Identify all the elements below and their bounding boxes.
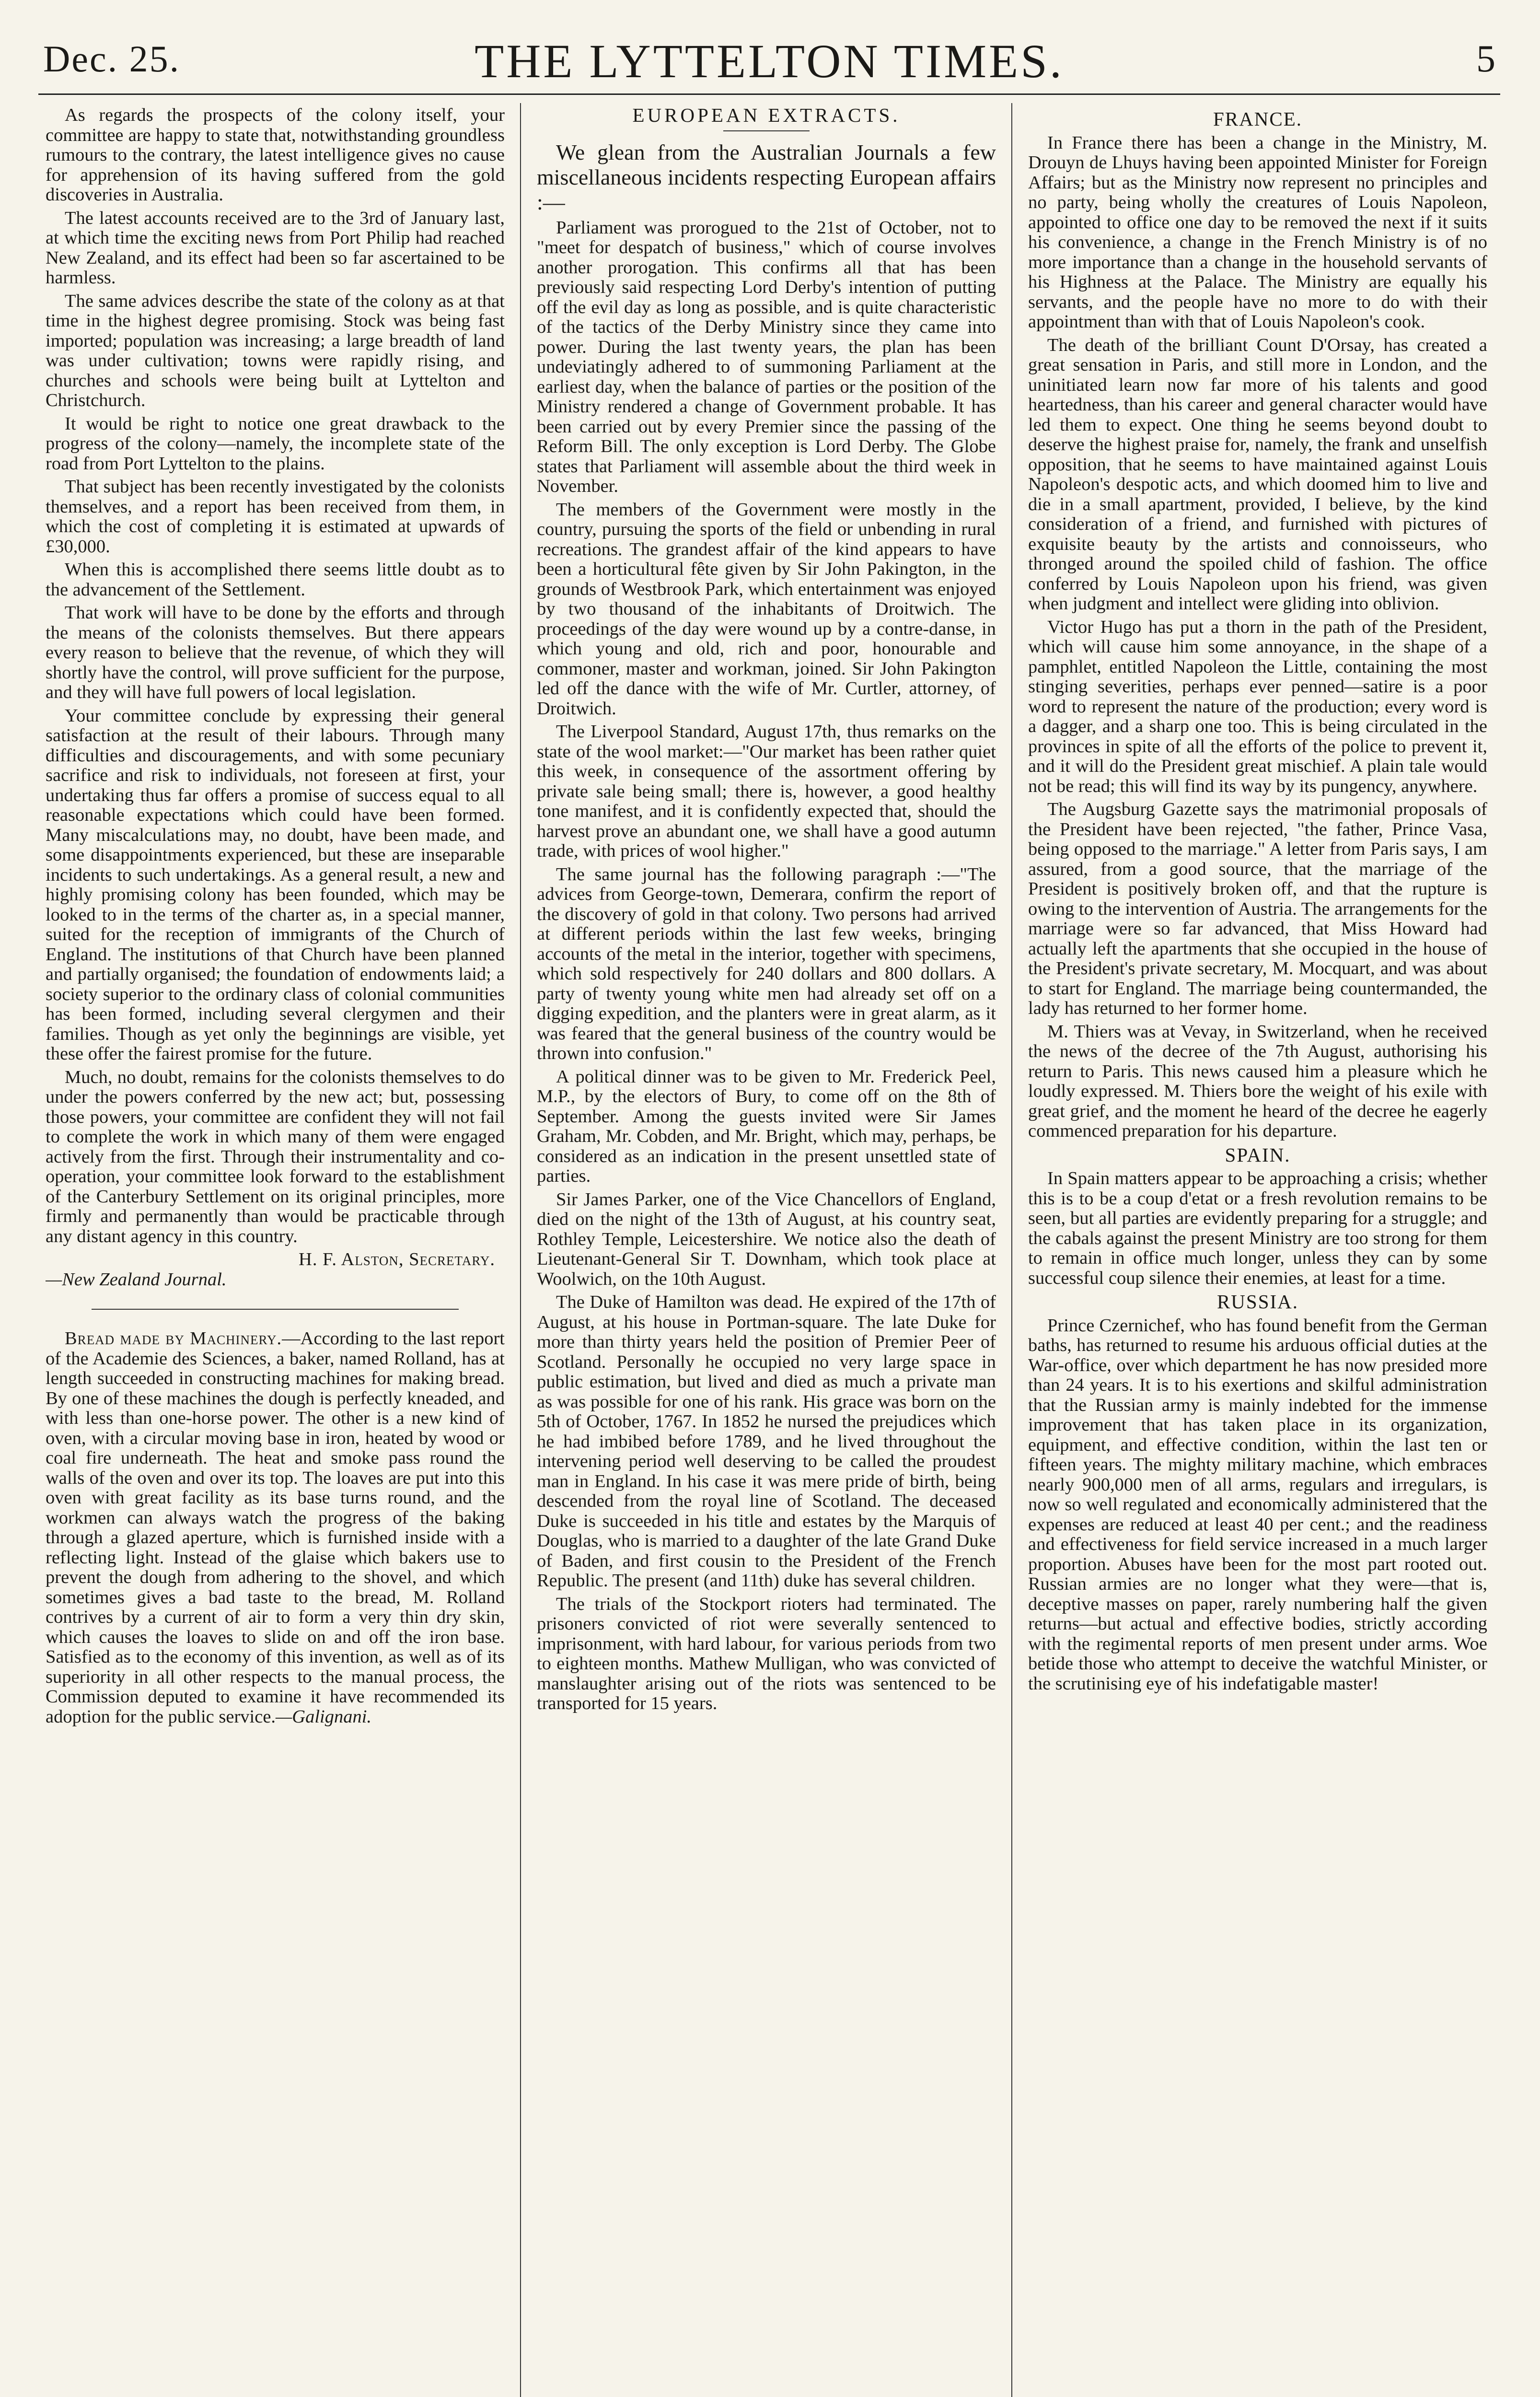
- article-paragraph: Sir James Parker, one of the Vice Chancellors of England, died on the night of the 13th of August, at his country seat, Rothley Temple, Leicestershire. We notice also the death of Lieutenant-General Sir T. Downham, which took place at Woolwich, on the 10th August.: [537, 1189, 996, 1289]
- article-paragraph: Parliament was prorogued to the 21st of October, not to "meet for despatch of business," which of course involves another prorogation. This confirms all that has been previously said respecting Lord Derby's intention of putting off the evil day as long as possible, and is quite characteristic of the tactics of the Derby Ministry since they came into power. During the last twenty years, the plan has been undeviatingly adhered to of summoning Parliament at the earliest day, when the balance of parties or the position of the Ministry rendered a change of Government probable. It has been carried out by every Premier since the passing of the Reform Bill. The only exception is Lord Derby. The Globe states that Parliament will assemble about the third week in November.: [537, 217, 996, 496]
- bread-article-source: —Galignani.: [276, 1706, 372, 1727]
- signature-text: H. F. Alston, Secretary.: [299, 1249, 495, 1269]
- france-heading: FRANCE.: [1213, 108, 1302, 130]
- article-paragraph: A political dinner was to be given to Mr. Frederick Peel, M.P., by the electors of Bury, to come off on the 8th of September. Among the guests invited were Sir James Graham, Mr. Cobden, and Mr. Bright, which may, perhaps, be considered as an indication in the present unsettled state of parties.: [537, 1066, 996, 1186]
- masthead-rule: [38, 93, 1500, 95]
- article-paragraph: In Spain matters appear to be approaching a crisis; whether this is to be a coup d'etat or a fresh revolution remains to be seen, but all parties are evidently preparing for a struggle; and the cabals against the present Ministry are too strong for them to remain in office much longer, unless they can by some successful coup silence their enemies, at least for a time.: [1028, 1168, 1487, 1288]
- article-paragraph: The Duke of Hamilton was dead. He expired of the 17th of August, at his house in Portman-square. The late Duke for more than thirty years held the position of Premier Peer of Scotland. Personally he occupied no very large space in public estimation, but lived and died as much a private man as was possible for one of his rank. His grace was born on the 5th of October, 1767. In 1852 he nursed the prejudices which he had imbibed before 1789, and he lived throughout the intervening period well deserving to be called the proudest man in England. In his case it was mere pride of birth, being descended from the royal line of Scotland. The deceased Duke is succeeded in his title and estates by the Marquis of Douglas, who is married to a daughter of the late Grand Duke of Baden, and first cousin to the President of the French Republic. The present (and 11th) duke has several children.: [537, 1292, 996, 1591]
- article-paragraph: M. Thiers was at Vevay, in Switzerland, when he received the news of the decree of the 7th August, authorising his return to Paris. This news caused him a pleasure which he loudly expressed. M. Thiers bore the weight of his exile with great grief, and the moment he heard of the decree he eagerly commenced preparation for his departure.: [1028, 1021, 1487, 1141]
- article-paragraph: When this is accomplished there seems little doubt as to the advancement of the Settlement.: [46, 559, 505, 600]
- article-paragraph: The trials of the Stockport rioters had terminated. The prisoners convicted of riot were severally sentenced to imprisonment, with hard labour, for various periods from two to eighteen months. Mathew Mulligan, who was convicted of manslaughter arising out of the riots was sentenced to be transported for 15 years.: [537, 1594, 996, 1713]
- article-paragraph: As regards the prospects of the colony itself, your committee are happy to state that, notwithstanding groundless rumours to the contrary, the latest intelligence gives no cause for apprehension of its having suffered from the gold discoveries in Australia.: [46, 105, 505, 205]
- bread-article-lead: Bread made by Machinery.: [65, 1328, 282, 1349]
- article-paragraph: The death of the brilliant Count D'Orsay, has created a great sensation in Paris, and still more in London, and the uninitiated learn now far more of his talents and good heartedness, than his career and general character would have led them to expect. One thing he seems beyond doubt to deserve the highest praise for, namely, the frank and unselfish opposition, that he seems to have maintained against Louis Napoleon's despotic acts, and which doomed him to live and die in a small apartment, provided, I believe, by the kind consideration of a friend, and furnished with pictures of exquisite beauty by the artists and connoisseurs, who thronged around the spoiled child of fashion. The office conferred by Louis Napoleon upon his friend, was given when judgment and intellect were gliding into oblivion.: [1028, 335, 1487, 614]
- article-paragraph: Prince Czernichef, who has found benefit from the German baths, has returned to resume his arduous official duties at the War-office, over which department he has now presided more than 24 years. It is to his exertions and skilful administration that the Russian army is mainly indebted for the immense improvement that has taken place in its organization, equipment, and effective condition, within the last ten or fifteen years. The mighty military machine, which embraces nearly 900,000 men of all arms, regulars and irregulars, is now so well regulated and economically administered that the expenses are reduced at least 40 per cent.; and the readiness and effectiveness for field service increased in a much larger proportion. Abuses have been for the most part rooted out. Russian armies are no longer what they were—that is, deceptive masses on paper, rarely numbering half the given returns—but actual and effective bodies, strictly according with the regimental reports of men present under arms. Woe betide those who attempt to deceive the watchful Minister, or the scrutinising eye of his indefatigable master!: [1028, 1315, 1487, 1694]
- spain-heading: SPAIN.: [1225, 1143, 1291, 1166]
- article-source: —New Zealand Journal.: [46, 1269, 227, 1290]
- article-paragraph: Much, no doubt, remains for the colonists themselves to do under the powers conferred by the new act; but, possessing those powers, your committee are confident they will not fail to complete the work in which many of them were engaged actively from the first. Through their instrumentality and co-operation, your committee look forward to the establishment of the Canterbury Settlement on its original principles, more firmly and permanently than would be practicable through any distant agency in this country.: [46, 1067, 505, 1246]
- bread-article-text: —According to the last report of the Academie des Sciences, a baker, named Rolland, has at length succeeded in constructing machines for making bread. By one of these machines the dough is perfectly kneaded, and with less than one-horse power. The other is a new kind of oven, with a circular moving base in iron, heated by wood or coal fire underneath. The heat and smoke pass round the walls of the oven and over its top. The loaves are put into this oven with great facility as its base turns round, and the workmen can always watch the progress of the baking through a glazed aperture, which is furnished inside with a reflecting light. Instead of the glaise which bakers use to prevent the dough from adhering to the shovel, and which sometimes gives a bad taste to the bread, M. Rolland contrives by a current of air to form a very thin dry skin, which causes the loaves to slide on and off the iron base. Satisfied as to the economy of this invention, as well as of its superiority in all other respects to the manual process, the Commission deputed to examine it have recommended its adoption for the public service.: [46, 1328, 505, 1727]
- bread-article: [46, 1329, 505, 1727]
- article-paragraph: It would be right to notice one great drawback to the progress of the colony—namely, the incomplete state of the road from Port Lyttelton to the plains.: [46, 413, 505, 474]
- column-1: [46, 105, 505, 2397]
- article-paragraph: The same journal has the following paragraph :—"The advices from George-town, Demerara, confirm the report of the discovery of gold in that colony. Two persons had arrived at different periods within the last few weeks, bringing accounts of the metal in the interior, together with specimens, which sold respectively for 240 dollars and 800 dollars. A party of twenty young white men had already set off on a digging expedition, and the planters were in great alarm, as it was feared that the general business of the country would be thrown into confusion.": [537, 864, 996, 1063]
- article-paragraph: The members of the Government were mostly in the country, pursuing the sports of the field or unbending in rural recreations. The grandest affair of the kind appears to have been a horticultural fête given by Sir John Pakington, in the grounds of Westbrook Park, which entertainment was enjoyed by two thousand of the inhabitants of Droitwich. The proceedings of the day were wound up by a contre-danse, in which young and old, rich and poor, honourable and commoner, master and workman, joined. Sir John Pakington led off the dance with the wife of Mr. Curtler, attorney, of Droitwich.: [537, 499, 996, 719]
- article-paragraph: The Liverpool Standard, August 17th, thus remarks on the state of the wool market:—"Our market has been rather quiet this week, in consequence of the assortment offering by private sale being small; there is, however, a good healthy tone manifest, and it is confidently expected that, should the harvest prove an abundant one, we shall have a good autumn trade, with prices of wool higher.": [537, 721, 996, 861]
- signature: [46, 1250, 495, 1270]
- article-paragraph: Your committee conclude by expressing their general satisfaction at the result of their labours. Through many difficulties and discouragements, and with some pecuniary sacrifice and risk to individuals, not foreseen at first, your undertaking thus far offers a promise of success equal to all reasonable expectations which could have been formed. Many miscalculations may, no doubt, have been made, and some disappointments experienced, but these are inseparable incidents to such undertakings. As a general result, a new and highly promising colony has been founded, which may be looked to in the terms of the charter as, in a special manner, suited for the reception of immigrants of the Church of England. The institutions of that Church have been planned and partially organised; the foundation of endowments laid; a society superior to the ordinary class of colonial communities has been formed, including several clergymen and their families. Though as yet only the beginnings are visible, yet these offer the fairest promise for the future.: [46, 705, 505, 1064]
- section-heading: EUROPEAN EXTRACTS.: [632, 105, 901, 126]
- column-3: [1028, 105, 1487, 2397]
- article-paragraph: That subject has been recently investigated by the colonists themselves, and a report has been received from them, in which the cost of completing it is estimated at upwards of £30,000.: [46, 477, 505, 557]
- article-paragraph: Victor Hugo has put a thorn in the path of the President, which will cause him some annoyance, in the shape of a pamphlet, entitled Napoleon the Little, containing the most stinging severities, perhaps ever penned—satire is a poor word to represent the nature of the production; every word is a dagger, and a sharp one too. This is being circulated in the provinces in spite of all the efforts of the police to prevent it, and it will do the President great mischief. A plain tale would not be read; this will find its way by its pungency, anywhere.: [1028, 617, 1487, 796]
- masthead: [38, 29, 1500, 96]
- column-2: [537, 105, 996, 2397]
- column-divider-2: [1011, 103, 1012, 2397]
- intro-paragraph: We glean from the Australian Journals a few miscellaneous incidents respecting European affairs :—: [537, 140, 996, 214]
- column-divider-1: [520, 103, 521, 2397]
- russia-heading: RUSSIA.: [1216, 1291, 1299, 1313]
- issue-date: Dec. 25.: [43, 38, 181, 80]
- article-paragraph: The latest accounts received are to the 3rd of January last, at which time the exciting news from Port Philip had reached New Zealand, and its effect had been so far ascertained to be harmless.: [46, 208, 505, 288]
- article-paragraph: The Augsburg Gazette says the matrimonial proposals of the President have been rejected, "the father, Prince Vasa, being opposed to the marriage." A letter from Paris says, I am assured, from a good source, that the marriage of the President is positively broken off, and that the rupture is owing to the intervention of Austria. The arrangements for the marriage were so far advanced, that Miss Howard had actually left the apartments that she occupied in the house of the President's private secretary, M. Mocquart, and was about to start for England. The marriage being countermanded, the lady has returned to her former home.: [1028, 799, 1487, 1018]
- article-paragraph: The same advices describe the state of the colony as at that time in the highest degree promising. Stock was being fast imported; population was increasing; a large breadth of land was under cultivation; towns were rapidly rising, and churches and schools were being built at Lyttelton and Christchurch.: [46, 291, 505, 410]
- article-divider: [92, 1309, 459, 1310]
- page-number: 5: [1476, 38, 1495, 80]
- heading-rule: [723, 130, 810, 131]
- newspaper-title: THE LYTTELTON TIMES.: [475, 35, 1064, 88]
- article-paragraph: In France there has been a change in the Ministry, M. Drouyn de Lhuys having been appointed Minister for Foreign Affairs; but as the Ministry now represent no principles and no party, being wholly the creatures of Louis Napoleon, appointed to office one day to be removed the next if it suits his convenience, a change in the French Ministry is of no more importance than a change in the household servants of his Highness at the Palace. The Ministry are equally his servants, and the people have no more to do with their appointment than with that of Louis Napoleon's cook.: [1028, 132, 1487, 332]
- article-paragraph: That work will have to be done by the efforts and through the means of the colonists themselves. But there appears every reason to believe that the revenue, of which they will shortly have the control, will prove sufficient for the purpose, and they will have full powers of local legislation.: [46, 603, 505, 702]
